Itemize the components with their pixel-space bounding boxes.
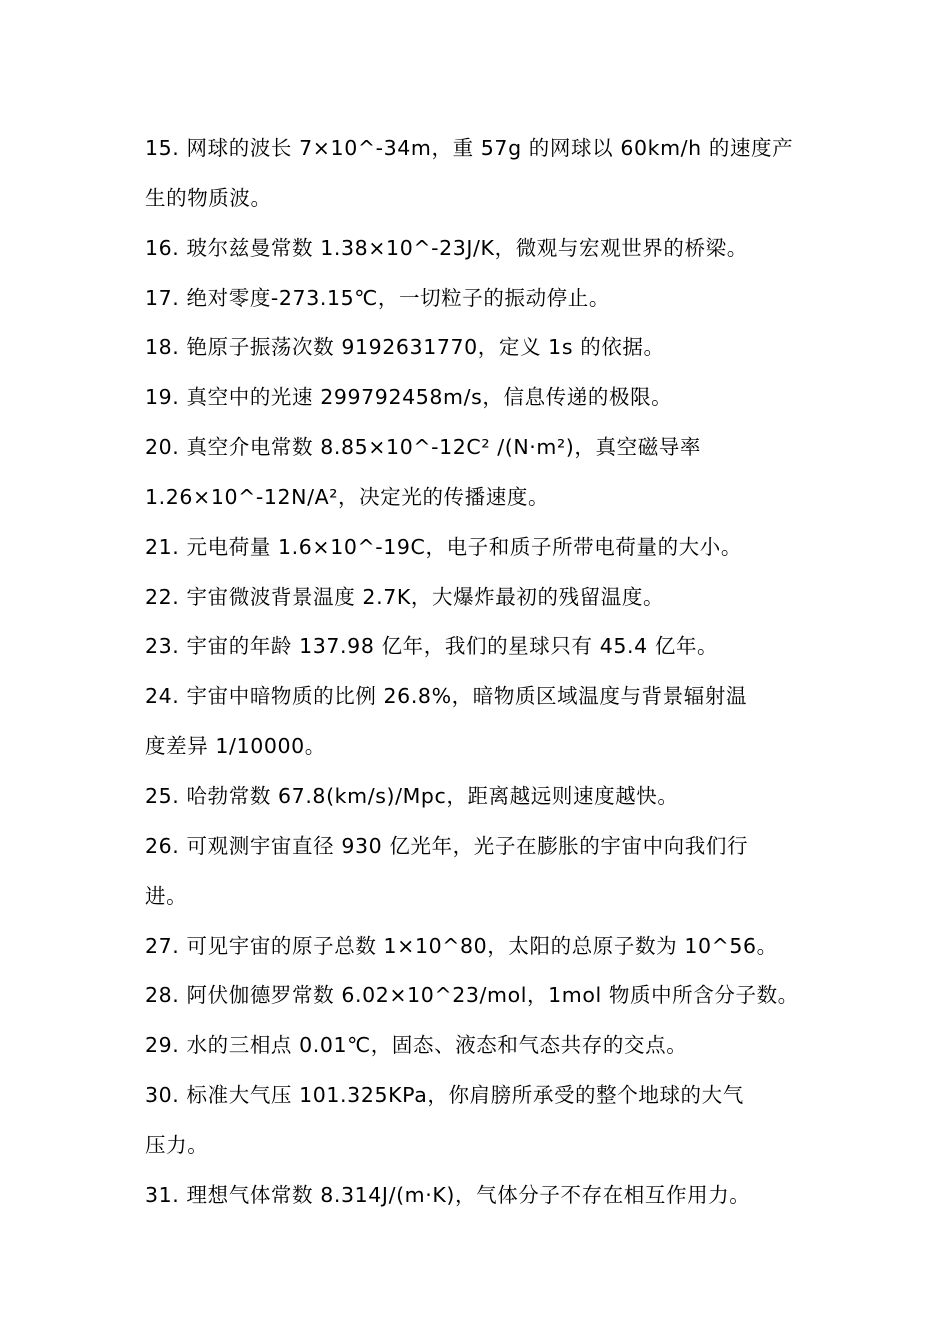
text-line: 30. 标准大气压 101.325KPa，你肩膀所承受的整个地球的大气 xyxy=(145,1083,744,1108)
text-line: 进。 xyxy=(145,883,188,908)
text-line: 29. 水的三相点 0.01℃，固态、液态和气态共存的交点。 xyxy=(145,1033,688,1058)
document-body xyxy=(145,124,825,1221)
text-line: 1.26×10^-12N/A²，决定光的传播速度。 xyxy=(145,484,550,509)
text-line: 19. 真空中的光速 299792458m/s，信息传递的极限。 xyxy=(145,385,673,410)
text-line: 27. 可见宇宙的原子总数 1×10^80，太阳的总原子数为 10^56。 xyxy=(145,933,778,958)
text-line: 18. 铯原子振荡次数 9192631770，定义 1s 的依据。 xyxy=(145,335,665,360)
text-line: 31. 理想气体常数 8.314J/(m·K)，气体分子不存在相互作用力。 xyxy=(145,1182,751,1207)
text-line: 21. 元电荷量 1.6×10^-19C，电子和质子所带电荷量的大小。 xyxy=(145,534,742,559)
text-line: 24. 宇宙中暗物质的比例 26.8%，暗物质区域温度与背景辐射温 xyxy=(145,684,748,709)
text-line: 15. 网球的波长 7×10^-34m，重 57g 的网球以 60km/h 的速度产 xyxy=(145,136,794,160)
text-line: 26. 可观测宇宙直径 930 亿光年，光子在膨胀的宇宙中向我们行 xyxy=(145,833,749,858)
text-line: 22. 宇宙微波背景温度 2.7K，大爆炸最初的残留温度。 xyxy=(145,584,665,609)
text-line: 度差异 1/10000。 xyxy=(145,734,326,759)
text-line: 25. 哈勃常数 67.8(km/s)/Mpc，距离越远则速度越快。 xyxy=(145,783,679,808)
text-line: 28. 阿伏伽德罗常数 6.02×10^23/mol，1mol 物质中所含分子数。 xyxy=(145,983,799,1008)
text-line: 16. 玻尔兹曼常数 1.38×10^-23J/K，微观与宏观世界的桥梁。 xyxy=(145,235,748,260)
text-line: 20. 真空介电常数 8.85×10^-12C² /(N·m²)，真空磁导率 xyxy=(145,435,701,460)
text-line: 23. 宇宙的年龄 137.98 亿年，我们的星球只有 45.4 亿年。 xyxy=(145,634,719,659)
text-line: 压力。 xyxy=(145,1132,209,1157)
text-line: 17. 绝对零度-273.15℃，一切粒子的振动停止。 xyxy=(145,285,610,310)
text-line: 生的物质波。 xyxy=(145,185,272,210)
